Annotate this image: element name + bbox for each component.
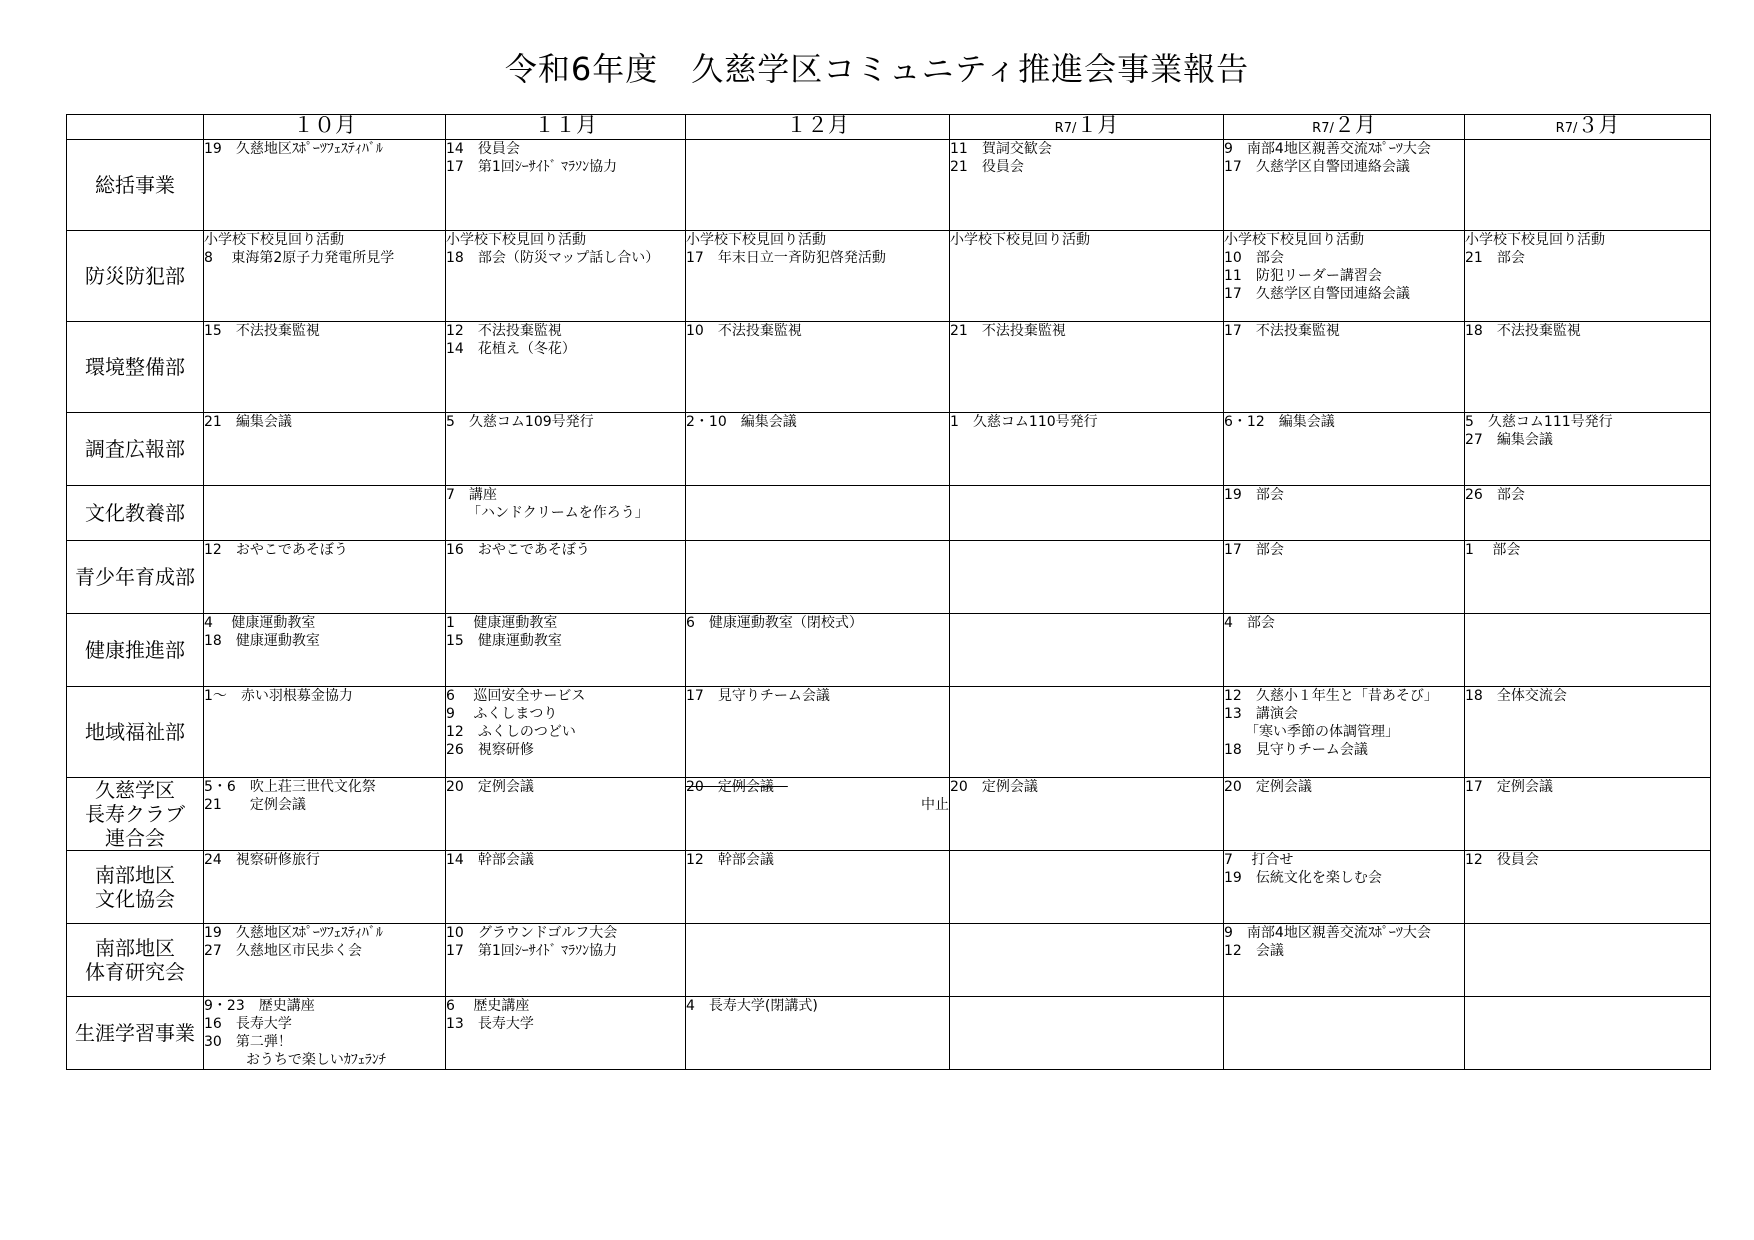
event-entry: 10 部会 — [1224, 250, 1284, 266]
row-label-line: 連合会 — [105, 826, 165, 850]
event-cell — [686, 541, 950, 614]
event-entry: 1 健康運動教室 — [446, 615, 558, 631]
event-entry: 17 久慈学区自警団連絡会議 — [1224, 159, 1410, 175]
event-cell — [1465, 322, 1711, 413]
event-cell — [1224, 687, 1465, 778]
event-cell — [1465, 924, 1711, 997]
event-entry: 12 会議 — [1224, 943, 1284, 959]
event-entry: 7 講座 — [446, 487, 497, 503]
row-label-line: 調査広報部 — [85, 437, 185, 461]
event-entry: 10 不法投棄監視 — [686, 323, 802, 339]
event-cell — [1224, 541, 1465, 614]
table-row — [67, 413, 1711, 486]
event-cell — [204, 413, 446, 486]
row-label — [67, 322, 204, 413]
event-entry: 12 役員会 — [1465, 852, 1539, 868]
event-entry: 19 伝統文化を楽しむ会 — [1224, 870, 1382, 886]
event-entry: 15 健康運動教室 — [446, 633, 562, 649]
table-row — [67, 924, 1711, 997]
year-prefix: R7/ — [1054, 121, 1077, 136]
row-label-line: 体育研究会 — [85, 960, 185, 984]
row-label — [67, 413, 204, 486]
report-body — [67, 140, 1711, 1070]
event-entry: 8 東海第2原子力発電所見学 — [204, 250, 395, 266]
event-cell — [950, 541, 1224, 614]
month-label: １１月 — [534, 114, 597, 137]
event-entry: 17 年末日立一斉防犯啓発活動 — [686, 250, 886, 266]
event-cell — [446, 851, 686, 924]
event-cell — [950, 924, 1224, 997]
event-cell — [686, 614, 950, 687]
event-cell — [1465, 614, 1711, 687]
event-cell — [686, 413, 950, 486]
event-cell — [950, 486, 1224, 541]
event-cell — [1465, 231, 1711, 322]
event-cell — [1224, 413, 1465, 486]
event-cell — [1465, 541, 1711, 614]
event-cell — [446, 997, 686, 1070]
month-label: １０月 — [293, 114, 356, 137]
report-table — [66, 114, 1711, 1070]
event-entry: 6 健康運動教室（閉校式） — [686, 615, 863, 631]
event-cell — [1465, 486, 1711, 541]
event-entry: 30 第二弾！ — [204, 1034, 292, 1050]
row-label — [67, 140, 204, 231]
event-cell — [950, 851, 1224, 924]
event-cell — [1465, 140, 1711, 231]
event-entry: 27 久慈地区市民歩く会 — [204, 943, 362, 959]
event-entry: 20 定例会議 — [446, 779, 534, 795]
row-label-line: 文化教養部 — [85, 501, 185, 525]
event-entry: 12 おやこであそぼう — [204, 542, 348, 558]
event-cell — [1465, 687, 1711, 778]
event-entry: 13 講演会 — [1224, 706, 1298, 722]
event-entry: 18 見守りチーム会議 — [1224, 742, 1368, 758]
row-label — [67, 687, 204, 778]
cancelled-note: 中止 — [921, 797, 949, 813]
month-header — [686, 115, 950, 140]
event-entry: 12 幹部会議 — [686, 852, 774, 868]
event-cell — [950, 140, 1224, 231]
event-entry: 16 長寿大学 — [204, 1016, 292, 1032]
event-cell — [950, 997, 1224, 1070]
event-cell — [204, 541, 446, 614]
month-header — [446, 115, 686, 140]
month-label: ３月 — [1577, 114, 1620, 137]
event-entry: 17 第1回ｼｰｻｲﾄﾞ ﾏﾗｿﾝ協力 — [446, 943, 618, 959]
event-entry: 19 久慈地区ｽﾎﾟｰﾂﾌｪｽﾃｨﾊﾞﾙ — [204, 141, 383, 157]
event-entry: 小学校下校見回り活動 — [446, 232, 586, 248]
event-entry: 9 南部4地区親善交流ｽﾎﾟｰﾂ大会 — [1224, 141, 1431, 157]
table-row — [67, 231, 1711, 322]
table-row — [67, 541, 1711, 614]
event-cell — [1224, 486, 1465, 541]
table-row — [67, 614, 1711, 687]
event-entry: 26 視察研修 — [446, 742, 534, 758]
table-row — [67, 322, 1711, 413]
event-entry: 5 久慈コム109号発行 — [446, 414, 594, 430]
table-row — [67, 140, 1711, 231]
event-entry: 17 見守りチーム会議 — [686, 688, 830, 704]
event-entry: 17 久慈学区自警団連絡会議 — [1224, 286, 1410, 302]
event-cell — [204, 486, 446, 541]
event-cell — [686, 778, 950, 851]
event-entry: 19 久慈地区ｽﾎﾟｰﾂﾌｪｽﾃｨﾊﾞﾙ — [204, 925, 383, 941]
year-prefix: R7/ — [1312, 121, 1334, 136]
event-entry: 小学校下校見回り活動 — [1465, 232, 1605, 248]
event-cell — [686, 924, 950, 997]
event-cell — [204, 231, 446, 322]
month-header — [950, 115, 1224, 140]
row-label-line: 長寿クラブ — [85, 802, 185, 826]
event-cell — [1224, 614, 1465, 687]
event-cell — [204, 997, 446, 1070]
event-entry: 小学校下校見回り活動 — [1224, 232, 1364, 248]
event-cell — [446, 924, 686, 997]
event-entry: 「寒い季節の体調管理」 — [1224, 724, 1399, 740]
event-entry: 12 ふくしのつどい — [446, 724, 576, 740]
event-cell — [686, 687, 950, 778]
page-title: 令和6年度 久慈学区コミュニティ推進会事業報告 — [504, 50, 1250, 88]
row-label — [67, 486, 204, 541]
table-row — [67, 778, 1711, 851]
table-row — [67, 851, 1711, 924]
event-cell — [1224, 997, 1465, 1070]
event-entry: 18 不法投棄監視 — [1465, 323, 1581, 339]
event-entry: おうちで楽しいｶﾌｪﾗﾝﾁ — [204, 1052, 386, 1068]
row-label-line: 防災防犯部 — [85, 264, 185, 288]
event-cell — [446, 778, 686, 851]
event-entry: 9 ふくしまつり — [446, 706, 558, 722]
event-entry: 5・6 吹上荘三世代文化祭 — [204, 779, 376, 795]
row-label-line: 南部地区 — [95, 936, 175, 960]
event-cell — [686, 322, 950, 413]
event-cell — [950, 687, 1224, 778]
event-cell — [950, 413, 1224, 486]
event-cell — [204, 614, 446, 687]
event-cell — [204, 322, 446, 413]
row-label-line: 健康推進部 — [85, 638, 185, 662]
event-cell — [204, 140, 446, 231]
row-label — [67, 614, 204, 687]
row-label — [67, 778, 204, 851]
event-entry: 5 久慈コム111号発行 — [1465, 414, 1613, 430]
event-entry: 「ハンドクリームを作ろう」 — [446, 505, 649, 521]
event-entry: 17 第1回ｼｰｻｲﾄﾞ ﾏﾗｿﾝ協力 — [446, 159, 618, 175]
event-cell — [204, 851, 446, 924]
row-label-line: 青少年育成部 — [75, 565, 195, 589]
row-label-line: 地域福祉部 — [85, 720, 185, 744]
event-entry: 1 久慈コム110号発行 — [950, 414, 1098, 430]
event-cell — [446, 687, 686, 778]
row-label-line: 文化協会 — [95, 887, 175, 911]
event-entry: 21 定例会議 — [204, 797, 306, 813]
event-entry: 小学校下校見回り活動 — [204, 232, 344, 248]
event-cell — [446, 541, 686, 614]
event-entry: 26 部会 — [1465, 487, 1525, 503]
event-cell — [446, 413, 686, 486]
event-entry: 21 不法投棄監視 — [950, 323, 1066, 339]
event-entry: 9 南部4地区親善交流ｽﾎﾟｰﾂ大会 — [1224, 925, 1431, 941]
table-row — [67, 486, 1711, 541]
event-entry: 13 長寿大学 — [446, 1016, 534, 1032]
event-entry: 6 歴史講座 — [446, 998, 530, 1014]
event-cell — [1465, 851, 1711, 924]
event-entry: 16 おやこであそぼう — [446, 542, 590, 558]
event-cell — [950, 322, 1224, 413]
row-label — [67, 231, 204, 322]
table-row — [67, 997, 1711, 1070]
event-cell — [950, 778, 1224, 851]
row-label-line: 生涯学習事業 — [75, 1021, 195, 1045]
month-header — [1224, 115, 1465, 140]
event-entry: 18 部会（防災マップ話し合い） — [446, 250, 660, 266]
event-entry: 17 部会 — [1224, 542, 1284, 558]
event-entry: 小学校下校見回り活動 — [686, 232, 826, 248]
month-header — [204, 115, 446, 140]
event-entry: 20 定例会議 — [950, 779, 1038, 795]
event-entry: 2・10 編集会議 — [686, 414, 797, 430]
event-entry: 17 不法投棄監視 — [1224, 323, 1340, 339]
event-entry: 6 巡回安全サービス — [446, 688, 586, 704]
event-entry: 15 不法投棄監視 — [204, 323, 320, 339]
event-entry: 24 視察研修旅行 — [204, 852, 320, 868]
month-header-row — [67, 115, 1711, 140]
corner-cell — [67, 115, 204, 140]
event-cell — [204, 778, 446, 851]
row-label — [67, 851, 204, 924]
table-row — [67, 687, 1711, 778]
event-cell — [446, 140, 686, 231]
event-entry: 14 役員会 — [446, 141, 520, 157]
event-cell — [1224, 231, 1465, 322]
event-entry: 6・12 編集会議 — [1224, 414, 1335, 430]
month-label: １２月 — [786, 114, 849, 137]
event-entry: 10 グラウンドゴルフ大会 — [446, 925, 618, 941]
event-entry: 21 役員会 — [950, 159, 1024, 175]
event-cell — [1224, 851, 1465, 924]
month-header — [1465, 115, 1711, 140]
event-cell — [1465, 413, 1711, 486]
event-entry: 9・23 歴史講座 — [204, 998, 315, 1014]
event-entry: 7 打合せ — [1224, 852, 1294, 868]
event-entry: 17 定例会議 — [1465, 779, 1553, 795]
event-cell — [686, 997, 950, 1070]
row-label-line: 総括事業 — [95, 173, 175, 197]
year-prefix: R7/ — [1555, 121, 1578, 136]
event-entry: 18 健康運動教室 — [204, 633, 320, 649]
event-entry: 1～ 赤い羽根募金協力 — [204, 688, 353, 704]
event-cell — [686, 140, 950, 231]
event-entry: 19 部会 — [1224, 487, 1284, 503]
event-entry: 4 健康運動教室 — [204, 615, 316, 631]
month-label: １月 — [1076, 114, 1119, 137]
event-entry: 21 編集会議 — [204, 414, 292, 430]
event-entry: 12 不法投棄監視 — [446, 323, 562, 339]
event-entry: 18 全体交流会 — [1465, 688, 1567, 704]
event-cell — [204, 924, 446, 997]
event-entry: 27 編集会議 — [1465, 432, 1553, 448]
event-entry: 小学校下校見回り活動 — [950, 232, 1090, 248]
event-entry: 11 防犯リーダー講習会 — [1224, 268, 1382, 284]
event-cell — [446, 486, 686, 541]
event-cell — [686, 486, 950, 541]
cancelled-event: 20 定例会議 — [686, 779, 788, 795]
event-entry: 21 部会 — [1465, 250, 1525, 266]
event-cell — [950, 614, 1224, 687]
event-entry: 12 久慈小１年生と「昔あそび」 — [1224, 688, 1438, 704]
event-cell — [446, 231, 686, 322]
month-label: ２月 — [1333, 114, 1376, 137]
event-cell — [950, 231, 1224, 322]
event-cell — [1465, 778, 1711, 851]
event-cell — [1465, 997, 1711, 1070]
event-cell — [1224, 322, 1465, 413]
event-cell — [1224, 140, 1465, 231]
event-cell — [686, 231, 950, 322]
event-entry: 14 花植え（冬花） — [446, 341, 576, 357]
event-cell — [204, 687, 446, 778]
event-cell — [446, 614, 686, 687]
event-entry: 11 賀詞交歓会 — [950, 141, 1052, 157]
event-cell — [686, 851, 950, 924]
event-cell — [1224, 778, 1465, 851]
row-label — [67, 997, 204, 1070]
row-label-line: 環境整備部 — [85, 355, 185, 379]
row-label-line: 南部地区 — [95, 863, 175, 887]
event-entry: 1 部会 — [1465, 542, 1521, 558]
row-label — [67, 924, 204, 997]
event-entry: 14 幹部会議 — [446, 852, 534, 868]
event-cell — [1224, 924, 1465, 997]
event-cell — [446, 322, 686, 413]
row-label-line: 久慈学区 — [95, 778, 175, 802]
event-entry: 4 部会 — [1224, 615, 1275, 631]
row-label — [67, 541, 204, 614]
event-entry: 20 定例会議 — [1224, 779, 1312, 795]
event-entry: 4 長寿大学(閉講式) — [686, 998, 818, 1014]
